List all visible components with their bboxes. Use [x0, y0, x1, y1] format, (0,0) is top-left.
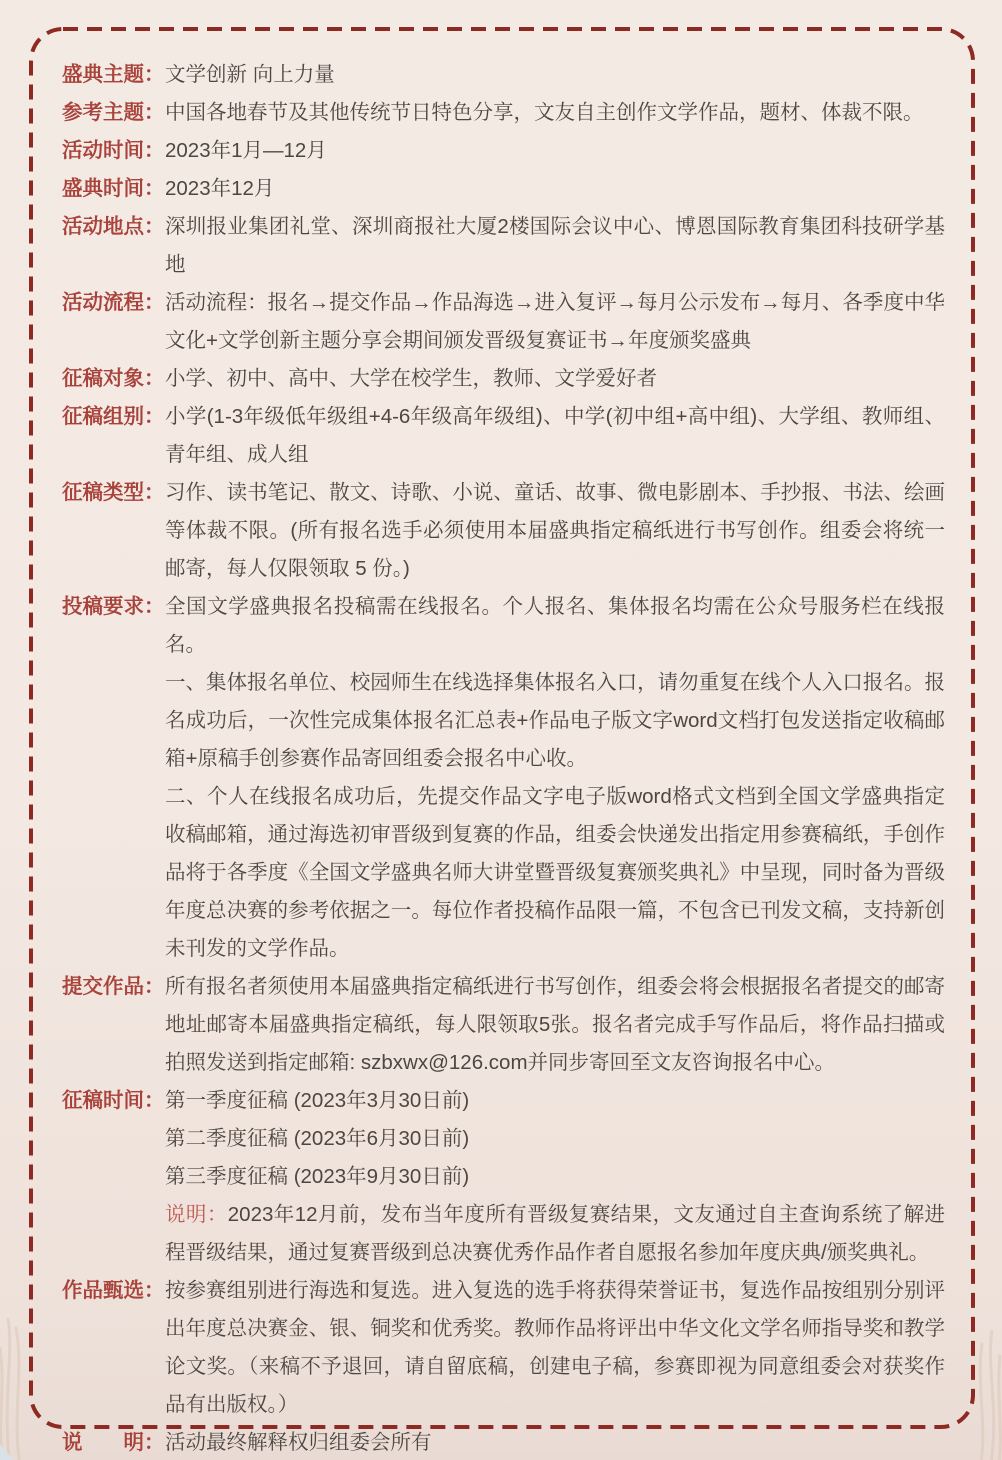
- field-body: [165, 1082, 945, 1272]
- field-paragraph: 活动最终解释权归组委会所有: [165, 1431, 432, 1454]
- corner-artwork-patch: [0, 1441, 22, 1460]
- field-label-text: 征稿类型: [62, 481, 144, 504]
- field-label: [62, 94, 165, 132]
- field-label-text: 提交作品: [62, 975, 144, 998]
- field-label-text: 活动时间: [62, 139, 144, 162]
- field-label-colon: ：: [144, 291, 165, 314]
- field-body: [165, 132, 945, 170]
- field-label: [62, 398, 165, 436]
- field-label-text: 活动流程: [62, 291, 144, 314]
- field-label: [62, 968, 165, 1006]
- field-paragraph: 全国文学盛典报名投稿需在线报名。个人报名、集体报名均需在公众号服务栏在线报名。: [165, 595, 945, 656]
- field-label-colon: ：: [144, 177, 165, 200]
- field-label-colon: ：: [144, 1431, 165, 1454]
- field-label: [62, 1082, 165, 1120]
- notice-item: [62, 208, 945, 284]
- field-body: [165, 94, 945, 132]
- notice-item: [62, 56, 945, 94]
- field-body: [165, 968, 945, 1082]
- field-body: [165, 208, 945, 284]
- field-body: [165, 170, 945, 208]
- notice-item: [62, 968, 945, 1082]
- note-text: 2023年12月前，发布当年度所有晋级复赛结果，文友通过自主查询系统了解进程晋级结果，通过复赛晋级到总决赛优秀作品作者自愿报名参加年度庆典/颁奖典礼。: [165, 1203, 946, 1264]
- field-paragraph: 中国各地春节及其他传统节日特色分享，文友自主创作文学作品，题材、体裁不限。: [165, 101, 924, 124]
- field-label: [62, 1424, 165, 1460]
- field-label: [62, 56, 165, 94]
- field-label-colon: ：: [144, 405, 165, 428]
- notice-item: [62, 474, 945, 588]
- notice-item: [62, 1082, 945, 1272]
- field-label-text: 活动地点: [62, 215, 144, 238]
- field-label-colon: ：: [144, 1279, 165, 1302]
- field-paragraph: 小学、初中、高中、大学在校学生，教师、文学爱好者: [165, 367, 657, 390]
- field-body: [165, 398, 945, 474]
- field-paragraph: 所有报名者须使用本届盛典指定稿纸进行书写创作，组委会将会根据报名者提交的邮寄地址邮寄本届盛典指定稿纸，每人限领取5张。报名者完成手写作品后，将作品扫描或拍照发送到指定邮箱: szbxwx@126.com并同步寄回至文友咨询报名中心。: [165, 975, 945, 1074]
- note-prefix: 说明：: [165, 1203, 228, 1226]
- field-label-colon: ：: [144, 139, 165, 162]
- field-body: [165, 284, 945, 360]
- field-body: [165, 1424, 945, 1460]
- field-paragraph: [165, 1196, 945, 1272]
- field-label: [62, 208, 165, 246]
- field-body: [165, 474, 945, 588]
- field-label: [62, 132, 165, 170]
- notice-content: [62, 56, 945, 1460]
- field-paragraph: 2023年1月—12月: [165, 139, 327, 162]
- field-label-colon: ：: [144, 975, 165, 998]
- field-label-text: 参考主题: [62, 101, 144, 124]
- field-label: [62, 360, 165, 398]
- field-label-colon: ：: [144, 63, 165, 86]
- field-label-colon: ：: [144, 595, 165, 618]
- field-paragraph: 一、集体报名单位、校园师生在线选择集体报名入口，请勿重复在线个人入口报名。报名成功后，一次性完成集体报名汇总表+作品电子版文字word文档打包发送指定收稿邮箱+原稿手创参赛作品寄回组委会报名中心收。: [165, 671, 945, 770]
- field-body: [165, 588, 945, 968]
- field-body: [165, 56, 945, 94]
- field-body: [165, 360, 945, 398]
- notice-item: [62, 588, 945, 968]
- field-label-colon: ：: [144, 481, 165, 504]
- field-label-text: 说明: [62, 1431, 144, 1454]
- notice-item: [62, 1272, 945, 1424]
- field-label-colon: ：: [144, 101, 165, 124]
- field-paragraph: 小学(1-3年级低年级组+4-6年级高年级组)、中学(初中组+高中组)、大学组、教师组、青年组、成人组: [165, 405, 945, 466]
- field-paragraph: 第一季度征稿 (2023年3月30日前): [165, 1089, 470, 1112]
- field-label-text: 征稿组别: [62, 405, 144, 428]
- field-label: [62, 1272, 165, 1310]
- field-label: [62, 474, 165, 512]
- notice-item: [62, 398, 945, 474]
- field-label-text: 投稿要求: [62, 595, 144, 618]
- field-label-text: 征稿对象: [62, 367, 144, 390]
- field-paragraph: 按参赛组别进行海选和复选。进入复选的选手将获得荣誉证书，复选作品按组别分别评出年度总决赛金、银、铜奖和优秀奖。教师作品将评出中华文化文学名师指导奖和教学论文奖。（来稿不予退回，请自留底稿，创建电子稿，参赛即视为同意组委会对获奖作品有出版权。）: [165, 1279, 945, 1416]
- notice-item: [62, 360, 945, 398]
- notice-item: [62, 132, 945, 170]
- notice-item: [62, 1424, 945, 1460]
- field-label-text: 征稿时间: [62, 1089, 144, 1112]
- field-label-colon: ：: [144, 215, 165, 238]
- notice-item: [62, 170, 945, 208]
- field-paragraph: 第二季度征稿 (2023年6月30日前): [165, 1127, 470, 1150]
- field-label-text: 作品甄选: [62, 1279, 144, 1302]
- notice-item: [62, 94, 945, 132]
- field-paragraph: 习作、读书笔记、散文、诗歌、小说、童话、故事、微电影剧本、手抄报、书法、绘画等体裁不限。(所有报名选手必须使用本届盛典指定稿纸进行书写创作。组委会将统一邮寄，每人仅限领取 5 份。): [165, 481, 945, 580]
- field-label-text: 盛典主题: [62, 63, 144, 86]
- field-label: [62, 588, 165, 626]
- field-paragraph: 活动流程：报名→提交作品→作品海选→进入复评→每月公示发布→每月、各季度中华文化+文学创新主题分享会期间颁发晋级复赛证书→年度颁奖盛典: [165, 291, 945, 352]
- field-label: [62, 170, 165, 208]
- field-label-colon: ：: [144, 1089, 165, 1112]
- field-label-colon: ：: [144, 367, 165, 390]
- field-label: [62, 284, 165, 322]
- notice-item: [62, 284, 945, 360]
- field-body: [165, 1272, 945, 1424]
- field-paragraph: 文学创新 向上力量: [165, 63, 335, 86]
- field-paragraph: 第三季度征稿 (2023年9月30日前): [165, 1165, 470, 1188]
- field-paragraph: 二、个人在线报名成功后，先提交作品文字电子版word格式文档到全国文学盛典指定收稿邮箱，通过海选初审晋级到复赛的作品，组委会快递发出指定用参赛稿纸，手创作品将于各季度《全国文学盛典名师大讲堂暨晋级复赛颁奖典礼》中呈现，同时备为晋级年度总决赛的参考依据之一。每位作者投稿作品限一篇，不包含已刊发文稿，支持新创未刊发的文学作品。: [165, 785, 945, 960]
- field-paragraph: 深圳报业集团礼堂、深圳商报社大厦2楼国际会议中心、博恩国际教育集团科技研学基地: [165, 215, 945, 276]
- field-paragraph: 2023年12月: [165, 177, 275, 200]
- field-label-text: 盛典时间: [62, 177, 144, 200]
